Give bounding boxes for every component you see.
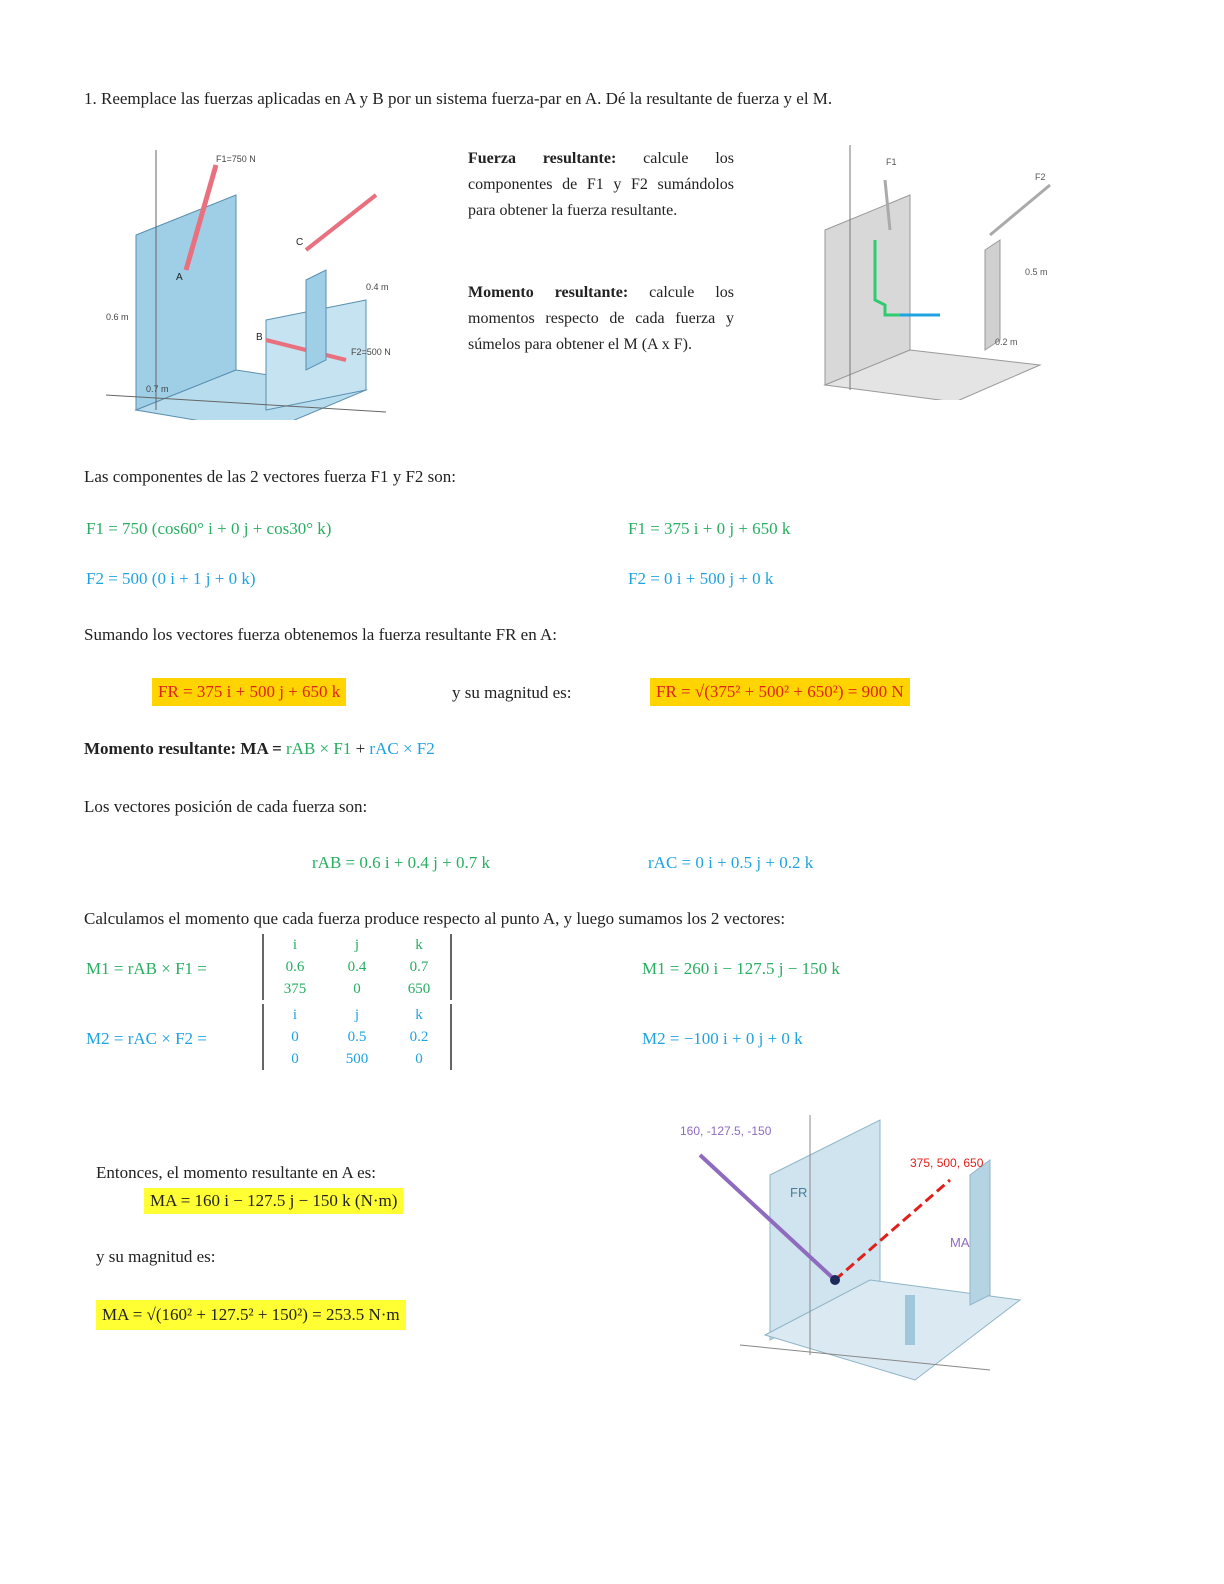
section5-label: Calculamos el momento que cada fuerza produce respecto al punto A, y luego sumamos los 2 vectores: [84,909,786,928]
label-fr-components: 375, 500, 650 [910,1156,984,1170]
m1-cell: 0 [353,981,361,997]
label-fr: FR [790,1185,808,1200]
moment-term-1: rAB × F1 [286,739,352,758]
label-fig2-dim1: 0.5 m [1025,267,1048,277]
f2-expression: F2 = 500 (0 i + 1 j + 0 k) [86,569,256,588]
label-point-c: C [296,237,304,248]
conclusion-label-2: y su magnitud es: [96,1247,216,1266]
intro-force-text: calcule los componentes de F1 y F2 sumándolos para obtener la fuerza resultante. [468,150,734,219]
intro-moment-text: calcule los momentos respecto de cada fuerza y súmelos para obtener el M (A x F). [468,284,735,353]
moment-term-2: rAC × F2 [369,739,435,758]
section1-label: Las componentes de las 2 vectores fuerza F1 y F2 son: [84,467,457,486]
fr-magnitude: FR = √(375² + 500² + 650²) = 900 N [650,678,910,706]
intro-force [468,146,734,224]
section2-label: Sumando los vectores fuerza obtenemos la fuerza resultante FR en A: [84,625,558,644]
m1-cell: i [292,937,298,953]
intro-moment [468,280,734,358]
section4-label: Los vectores posición de cada fuerza son: [84,797,368,816]
position-vector-rab: rAB = 0.6 i + 0.4 j + 0.7 k [312,853,490,872]
label-point-b: B [256,332,263,343]
intro-moment-title: Momento resultante: [468,284,629,301]
m1-cell: j [354,937,360,953]
figure-bracket-forces [96,140,426,420]
label-fig2-f2: F2 [1035,172,1046,182]
m2-cell: j [354,1007,360,1023]
label-mr: MA [950,1235,970,1250]
figure-result-system [660,1115,1060,1395]
m2-determinant [262,1004,452,1070]
label-dim3: 0.7 m [146,384,169,394]
label-fig2-dim2: 0.2 m [995,337,1018,347]
m1-determinant [262,934,452,1000]
m2-cell: 500 [345,1051,369,1067]
ma-vector: MA = 160 i − 127.5 j − 150 k (N·m) [144,1188,403,1214]
m1-cell: 0.6 [285,959,305,975]
section3-line [84,738,435,760]
m1-result: M1 = 260 i − 127.5 j − 150 k [642,959,840,978]
f1-result: F1 = 375 i + 0 j + 650 k [628,519,791,538]
m2-cell: k [415,1007,423,1023]
moment-plus: + [355,739,366,758]
label-f2: F2=500 N [351,347,391,357]
section3-label: Momento resultante: MA = [84,739,282,758]
m1-cell: 0.4 [347,959,367,975]
conclusion-label-1: Entonces, el momento resultante en A es: [96,1163,376,1182]
figure-position-vectors [790,140,1080,400]
label-dim2: 0.4 m [366,282,389,292]
m2-result: M2 = −100 i + 0 j + 0 k [642,1029,803,1048]
m2-cell: 0 [291,1051,299,1067]
label-fig2-f1: F1 [886,157,897,167]
label-f1: F1=750 N [216,154,256,164]
problem-statement: 1. Reemplace las fuerzas aplicadas en A y B por un sistema fuerza-par en A. Dé la resultante de fuerza y el M. [84,89,833,108]
m1-cell: 375 [283,981,307,997]
m2-cell: i [292,1007,298,1023]
ma-magnitude: MA = √(160² + 127.5² + 150²) = 253.5 N·m [96,1300,406,1330]
intro-force-title: Fuerza resultante: [468,150,617,167]
m2-lhs: M2 = rAC × F2 = [86,1029,207,1048]
position-vector-rac: rAC = 0 i + 0.5 j + 0.2 k [648,853,814,872]
m2-cell: 0.2 [409,1029,429,1045]
fr-magnitude-label: y su magnitud es: [452,683,572,702]
f1-expression: F1 = 750 (cos60° i + 0 j + cos30° k) [86,519,332,538]
f2-result: F2 = 0 i + 500 j + 0 k [628,569,774,588]
label-ma-components: 160, -127.5, -150 [680,1124,772,1138]
label-point-a: A [176,272,183,283]
label-dim1: 0.6 m [106,312,129,322]
m2-cell: 0 [291,1029,299,1045]
m1-cell: 650 [407,981,431,997]
m1-cell: k [415,937,423,953]
m1-lhs: M1 = rAB × F1 = [86,959,207,978]
m1-cell: 0.7 [409,959,429,975]
m2-cell: 0 [415,1051,423,1067]
m2-cell: 0.5 [347,1029,367,1045]
fr-vector: FR = 375 i + 500 j + 650 k [152,678,346,706]
